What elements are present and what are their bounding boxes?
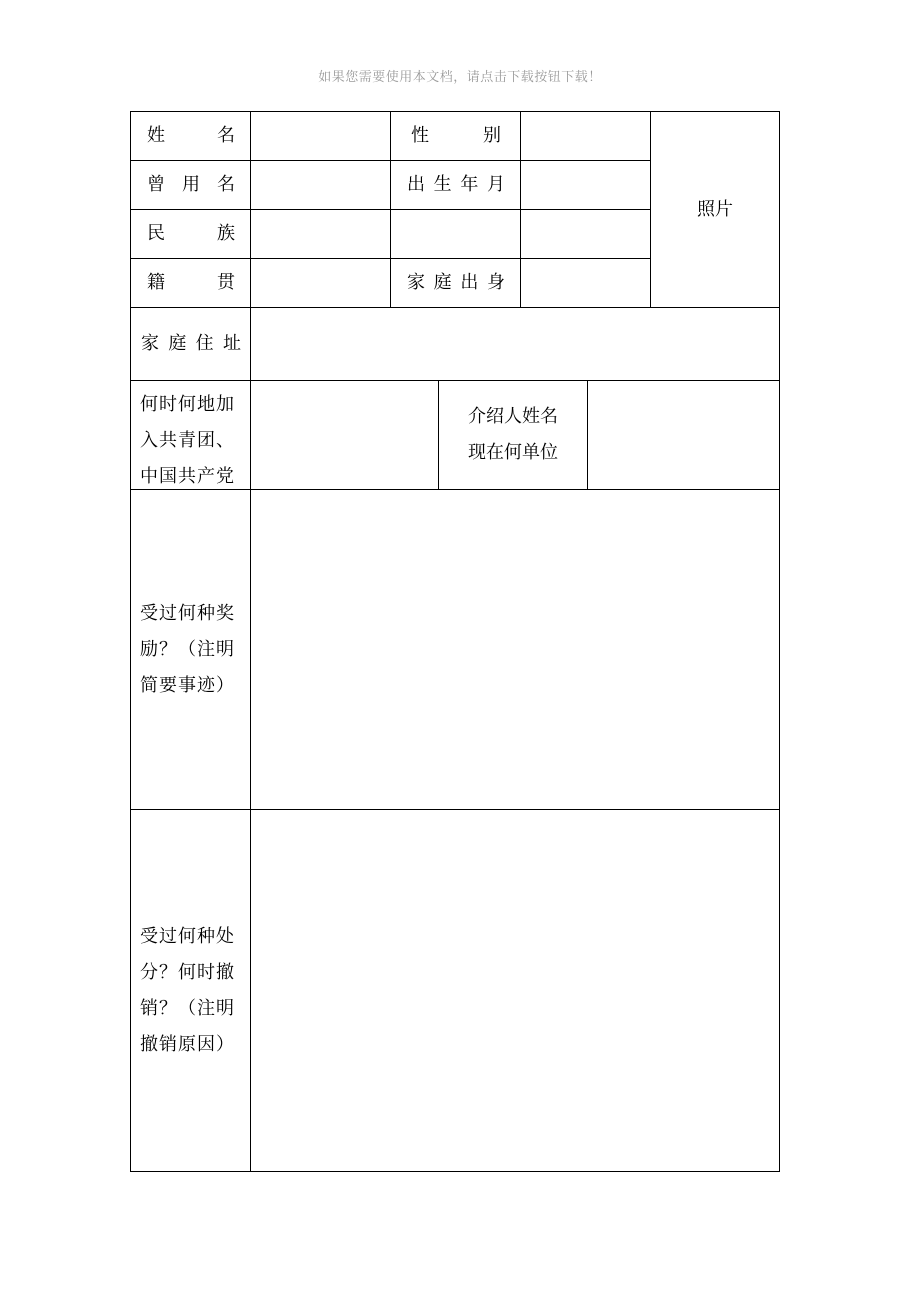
awards-label-line: 受过何种奖 [140,602,235,624]
family-origin-label-char: 出 [460,272,479,293]
ethnicity-label-char: 族 [217,223,235,244]
punishments-label-line: 受过何种处 [140,925,235,947]
punishments-label-line: 销？（注明 [140,997,235,1019]
former-name-label-char: 曾 [147,174,165,195]
birth-date-label-char: 月 [486,174,505,195]
former-name-label-char: 用 [182,174,200,195]
party-joining-label [130,380,251,490]
party-joining-field[interactable] [250,380,439,490]
punishments-field[interactable] [250,809,780,1172]
gender-label-char: 别 [483,125,501,146]
blank-label-cell [390,209,521,259]
introducer-label-line: 介绍人姓名 [468,406,558,427]
photo-label: 照片 [697,198,733,220]
party-joining-label-line: 入共青团、 [140,430,235,451]
native-place-label-char: 籍 [147,272,165,293]
birth-date-label-char: 年 [460,174,479,195]
home-address-label-char: 家 [141,333,159,354]
introducer-label-line: 现在何单位 [468,442,558,463]
native-place-label [130,258,251,308]
download-note: 如果您需要使用本文档，请点击下载按钮下载！ [318,70,602,85]
punishments-label-line: 撤销原因） [140,1033,235,1055]
birth-date-label [390,160,521,210]
blank-field[interactable] [520,209,651,259]
ethnicity-label [130,209,251,259]
punishments-label-line: 分？何时撤 [140,961,235,983]
gender-label [390,111,521,161]
name-field[interactable] [250,111,391,161]
gender-label-char: 性 [411,125,429,146]
family-origin-label-char: 家 [407,272,425,293]
awards-label-line: 简要事迹） [140,674,235,696]
family-origin-field[interactable] [520,258,651,308]
home-address-label-char: 庭 [168,333,187,354]
home-address-label [130,307,251,381]
family-origin-label-char: 庭 [433,272,452,293]
birth-date-field[interactable] [520,160,651,210]
party-joining-label-line: 何时何地加 [140,394,235,415]
name-label-char: 姓 [147,125,165,146]
home-address-label-char: 住 [195,333,214,354]
punishments-label [130,809,251,1172]
former-name-label-char: 名 [217,174,235,195]
name-label [130,111,251,161]
awards-field[interactable] [250,489,780,810]
ethnicity-field[interactable] [250,209,391,259]
photo-box[interactable] [650,111,780,308]
awards-label [130,489,251,810]
awards-label-line: 励？（注明 [140,638,235,660]
birth-date-label-char: 出 [407,174,425,195]
birth-date-label-char: 生 [433,174,452,195]
family-origin-label [390,258,521,308]
former-name-field[interactable] [250,160,391,210]
gender-field[interactable] [520,111,651,161]
registration-form [130,111,780,1172]
native-place-label-char: 贯 [217,272,235,293]
ethnicity-label-char: 民 [147,223,165,244]
introducer-field[interactable] [587,380,780,490]
family-origin-label-char: 身 [486,272,505,293]
name-label-char: 名 [217,125,235,146]
introducer-label [438,380,588,490]
former-name-label [130,160,251,210]
home-address-label-char: 址 [222,333,241,354]
native-place-field[interactable] [250,258,391,308]
home-address-field[interactable] [250,307,780,381]
party-joining-label-line: 中国共产党 [140,466,235,487]
